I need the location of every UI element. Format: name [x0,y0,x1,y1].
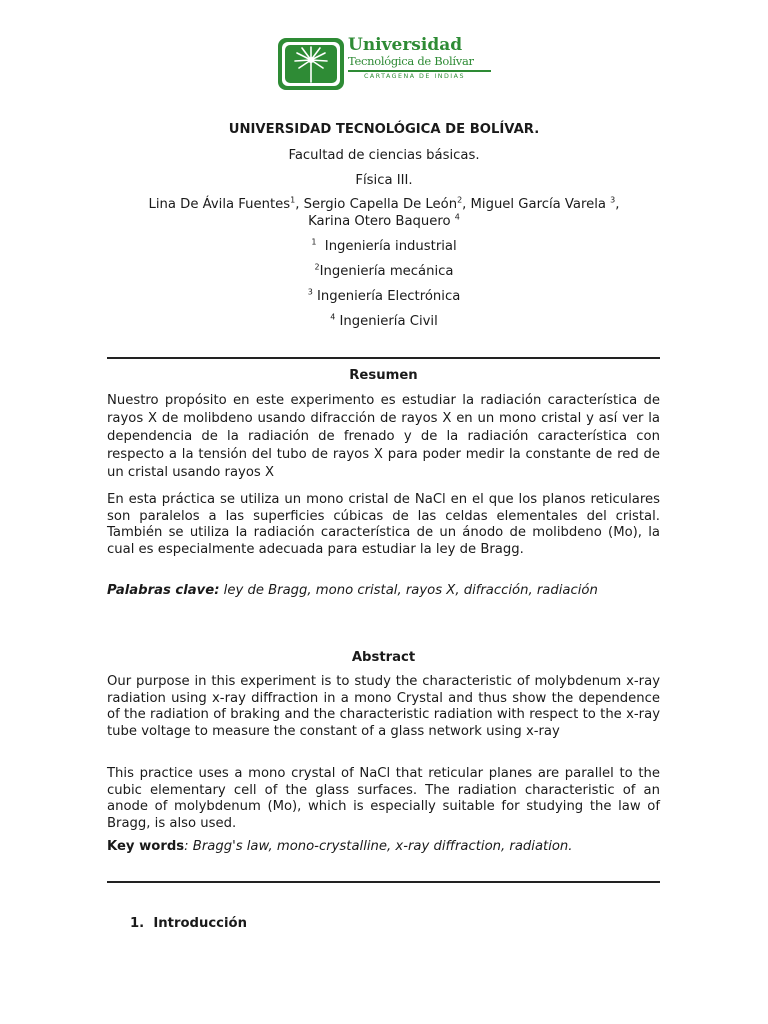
affiliation-text: Ingeniería Electrónica [312,289,461,304]
affiliation-1 [100,239,668,254]
authors-line-1 [100,197,668,212]
keywords-text: ley de Bragg, mono cristal, rayos X, difracción, radiación [219,583,598,598]
affiliation-2 [100,264,668,279]
resumen-paragraph-2: En esta práctica se utiliza un mono cristal de NaCl en el que los planos reticulares son paralelos a las superficies cúbicas de las celdas elementales del cristal. También se utiliza la radiación característica de un ánodo de molibdeno (Mo), la cual es especialmente adecuada para estudiar la ley de Bragg. [107,492,660,557]
author-superscript: 3 [610,195,616,205]
affiliation-text: Ingeniería Civil [335,314,438,329]
university-logo [278,35,492,90]
author-superscript: 4 [454,212,460,222]
affiliation-superscript: 2 [314,262,320,272]
logo-wordmark-tecnologica: Tecnológica de Bolívar [348,54,474,68]
logo-divider [348,70,491,72]
author-name: Lina De Ávila Fuentes [148,197,291,212]
author-separator: , [615,197,620,212]
logo-wordmark-city: CARTAGENA DE INDIAS [364,73,465,80]
section-divider-bottom [107,881,660,883]
institution-title: UNIVERSIDAD TECNOLÓGICA DE BOLÍVAR. [228,122,540,137]
course-line: Física III. [355,173,413,188]
authors-line-2 [100,214,668,229]
affiliation-text: Ingeniería mecánica [319,264,454,279]
affiliation-superscript: 3 [307,287,313,297]
resumen-paragraph-1: Nuestro propósito en este experimento es estudiar la radiación característica de rayos X de molibdeno usando difracción de rayos X en un mono cristal y así ver la dependencia de la radiación de frenado y de la radiación característica con respecto a la tensión del tubo de rayos X para poder medir la constante de red de un cristal usando rayos X [107,393,660,480]
faculty-line: Facultad de ciencias básicas. [288,148,480,163]
section-title: Introducción [153,916,247,931]
author-superscript: 2 [457,195,463,205]
affiliation-superscript: 4 [330,312,336,322]
section-heading-introduccion [130,916,247,931]
section-divider-top [107,357,660,359]
resumen-heading: Resumen [349,368,418,383]
author-name: , Sergio Capella De León [295,197,458,212]
abstract-paragraph-2: This practice uses a mono crystal of NaCl that reticular planes are parallel to the cubic elementary cell of the glass surfaces. The radiation characteristic of an anode of molybdenum (Mo), which is especially suitable for studying the law of Bragg, is also used. [107,766,660,831]
resumen-keywords [107,583,660,600]
logo-wordmark-universidad: Universidad [348,35,463,55]
abstract-heading: Abstract [351,650,416,665]
author-superscript: 1 [290,195,296,205]
affiliation-text: Ingeniería industrial [316,239,457,254]
affiliation-4 [100,314,668,329]
author-name: Karina Otero Baquero [308,214,455,229]
affiliation-superscript: 1 [311,237,317,247]
palm-tree-emblem-icon [278,38,344,90]
abstract-keywords [107,839,660,856]
affiliation-3 [100,289,668,304]
keywords-label: Key words [107,839,185,854]
keywords-label: Palabras clave: [107,583,220,598]
keywords-text: : Bragg's law, mono-crystalline, x-ray diffraction, radiation. [184,839,573,854]
abstract-paragraph-1: Our purpose in this experiment is to study the characteristic of molybdenum x-ray radiation using x-ray diffraction in a mono Crystal and thus show the dependence of the radiation of braking and the characteristic radiation with respect to the x-ray tube voltage to measure the constant of a glass network using x-ray [107,674,660,739]
section-number: 1. [130,916,145,931]
author-name: , Miguel García Varela [462,197,611,212]
